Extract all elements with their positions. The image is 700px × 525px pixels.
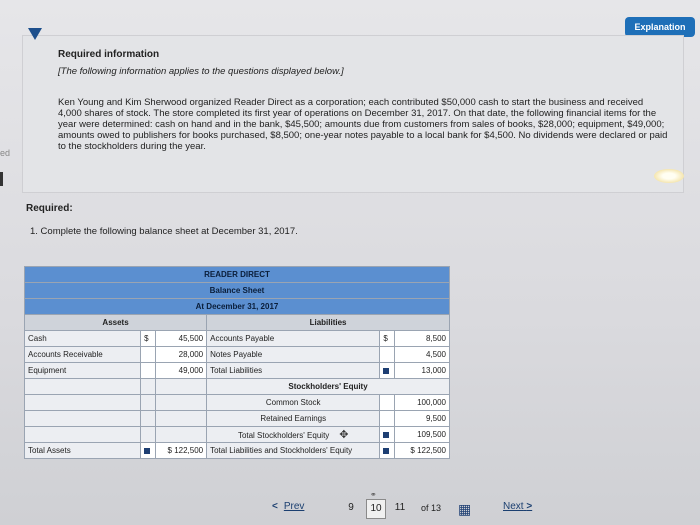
pagination [0,490,700,520]
grid-icon[interactable]: ▦ [458,501,472,517]
total-assets-sign-text: $ [167,446,172,455]
liability-label: Notes Payable [207,347,380,363]
total-equity-input[interactable]: 109,500 [395,427,450,443]
page-11[interactable]: 11 [394,502,406,513]
retained-earnings-input[interactable]: 9,500 [395,411,450,427]
flag-icon [380,443,395,459]
blank-cell [380,395,395,411]
blank-cell [25,411,141,427]
asset-sign [141,363,156,379]
total-liab-equity-value: 122,500 [417,446,446,455]
required-info-subtitle: [The following information applies to the questions displayed below.] [58,66,344,77]
total-assets-label: Total Assets [25,443,141,459]
page-9[interactable]: 9 [348,502,354,513]
required-label: Required: [26,203,73,214]
balance-sheet-table [24,266,450,459]
assets-header: Assets [25,315,207,331]
equipment-input[interactable]: 49,000 [156,363,207,379]
asset-label: Equipment [25,363,141,379]
blank-cell [380,411,395,427]
total-assets-sign [141,443,156,459]
chevron-left-icon: < [272,501,278,512]
total-equity-label [207,427,380,443]
total-equity-label-text: Total Stockholders' Equity [237,431,330,440]
explanation-button[interactable]: Explanation [625,17,695,37]
prev-button[interactable] [272,501,304,512]
common-stock-input[interactable]: 100,000 [395,395,450,411]
asset-label: Accounts Receivable [25,347,141,363]
statement-name: Balance Sheet [25,283,450,299]
notes-payable-input[interactable]: 4,500 [395,347,450,363]
blank-cell [156,379,207,395]
table-row [25,347,450,363]
blank-cell [141,411,156,427]
flag-icon [144,448,150,454]
asset-label: Cash [25,331,141,347]
prev-label[interactable]: Prev [283,501,305,512]
left-edge-marker [0,172,3,186]
liabilities-header: Liabilities [207,315,450,331]
link-icon: ⚭ [370,490,377,499]
statement-date: At December 31, 2017 [25,299,450,315]
flag-icon [380,427,395,443]
blank-cell [156,411,207,427]
page-10[interactable]: 10 [366,499,386,519]
total-assets-input[interactable] [156,443,207,459]
total-liabilities-input[interactable]: 13,000 [395,363,450,379]
cash-input[interactable]: 45,500 [156,331,207,347]
table-row [25,363,450,379]
blank-cell [156,427,207,443]
accounts-receivable-input[interactable]: 28,000 [156,347,207,363]
move-cursor-icon: ✥ [339,429,349,441]
blank-cell [25,395,141,411]
blank-cell [156,395,207,411]
flag-icon [380,363,395,379]
company-name: READER DIRECT [25,267,450,283]
next-button[interactable] [503,501,532,512]
table-row [25,331,450,347]
question-text: 1. Complete the following balance sheet at December 31, 2017. [30,226,298,237]
total-liab-equity-input[interactable] [395,443,450,459]
required-info-title: Required information [58,49,160,60]
blank-cell [25,427,141,443]
blank-cell [141,379,156,395]
equity-header: Stockholders' Equity [207,379,450,395]
accounts-payable-input[interactable]: 8,500 [395,331,450,347]
liability-sign [380,347,395,363]
liability-label: Accounts Payable [207,331,380,347]
blank-cell [141,427,156,443]
liability-sign: $ [380,331,395,347]
blank-cell [141,395,156,411]
asset-sign [141,347,156,363]
chevron-right-icon: > [526,501,533,512]
blank-cell [25,379,141,395]
total-assets-value: 122,500 [174,446,204,455]
page-count: of 13 [421,503,442,513]
left-edge-text: ed [0,148,11,158]
total-liab-equity-label: Total Liabilities and Stockholders' Equity [207,443,380,459]
total-liab-equity-sign: $ [410,446,415,455]
screen-glare [654,169,684,183]
asset-sign: $ [141,331,156,347]
liability-label: Total Liabilities [207,363,380,379]
common-stock-label: Common Stock [207,395,380,411]
next-label: Next [503,501,524,512]
retained-earnings-label: Retained Earnings [207,411,380,427]
required-info-body: Ken Young and Kim Sherwood organized Reader Direct as a corporation; each contributed $50,000 cash to start the business and received 4,000 shares of stock. The store completed its first year of operations on December 31, 2017. On that date, the following financial items for the year were determined: cash on hand and in the bank, $45,500; amounts due from customers from sales of books, $28,000; equipment, $49,000; amounts owed to publishers for books purchased, $8,500; one-year notes payable to a local bank for $4,500. No dividends were declared or paid to the stockholders during the year. [58,97,668,152]
